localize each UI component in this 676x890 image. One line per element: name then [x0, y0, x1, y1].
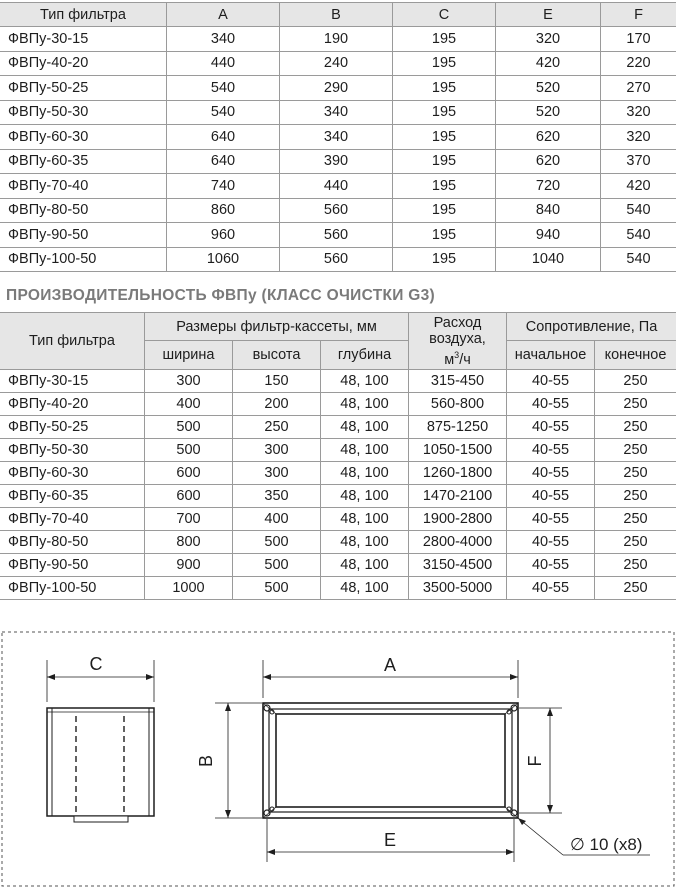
value-cell: 150	[233, 370, 321, 393]
dimension-cell: 420	[601, 174, 676, 199]
dimension-cell: 840	[496, 198, 601, 223]
dimension-cell: 170	[601, 27, 676, 52]
filter-drawing	[0, 630, 676, 890]
dimension-cell: 440	[280, 174, 393, 199]
dimension-cell: 1040	[496, 247, 601, 272]
col-depth: глубина	[321, 341, 409, 370]
dimension-cell: 290	[280, 76, 393, 101]
dimensions-row	[0, 100, 676, 125]
value-cell: 2800-4000	[409, 531, 507, 554]
value-cell: 1470-2100	[409, 485, 507, 508]
dimension-cell: 560	[280, 247, 393, 272]
value-cell: 40-55	[507, 531, 595, 554]
performance-header-row-1	[0, 313, 676, 341]
value-cell: 48, 100	[321, 393, 409, 416]
value-cell: 250	[595, 393, 676, 416]
air-flow-label-1: Расход	[433, 314, 482, 331]
value-cell: 3500-5000	[409, 577, 507, 600]
dimension-cell: 1060	[167, 247, 280, 272]
col-f: F	[601, 3, 676, 27]
value-cell: 48, 100	[321, 416, 409, 439]
value-cell: 400	[145, 393, 233, 416]
value-cell: 48, 100	[321, 462, 409, 485]
value-cell: 3150-4500	[409, 554, 507, 577]
dimension-cell: 960	[167, 223, 280, 248]
side-tab	[74, 816, 128, 822]
col-air-flow	[409, 313, 507, 370]
value-cell: 500	[145, 439, 233, 462]
side-view	[47, 660, 154, 822]
col-width: ширина	[145, 341, 233, 370]
value-cell: 40-55	[507, 577, 595, 600]
dimension-cell: 195	[393, 174, 496, 199]
filter-type-cell: ФВПу-90-50	[0, 223, 167, 248]
dimension-cell: 640	[167, 125, 280, 150]
value-cell: 250	[595, 370, 676, 393]
dimensions-row	[0, 223, 676, 248]
dimension-cell: 195	[393, 247, 496, 272]
filter-type-cell: ФВПу-60-35	[0, 485, 145, 508]
value-cell: 300	[145, 370, 233, 393]
value-cell: 400	[233, 508, 321, 531]
col-height: высота	[233, 341, 321, 370]
dimension-cell: 560	[280, 198, 393, 223]
value-cell: 40-55	[507, 393, 595, 416]
value-cell: 40-55	[507, 416, 595, 439]
value-cell: 40-55	[507, 508, 595, 531]
dimension-cell: 195	[393, 51, 496, 76]
dimension-cell: 320	[601, 100, 676, 125]
dimension-cell: 540	[167, 100, 280, 125]
filter-type-cell: ФВПу-40-20	[0, 393, 145, 416]
value-cell: 560-800	[409, 393, 507, 416]
label-e: E	[383, 830, 397, 850]
dimensions-row	[0, 76, 676, 101]
value-cell: 48, 100	[321, 554, 409, 577]
air-flow-unit	[409, 347, 506, 368]
dimensions-row	[0, 51, 676, 76]
performance-row	[0, 531, 676, 554]
value-cell: 48, 100	[321, 370, 409, 393]
dimension-cell: 540	[167, 76, 280, 101]
value-cell: 600	[145, 462, 233, 485]
dimensions-row	[0, 247, 676, 272]
performance-row	[0, 554, 676, 577]
col-initial: начальное	[507, 341, 595, 370]
dimension-cell: 240	[280, 51, 393, 76]
dimension-cell: 420	[496, 51, 601, 76]
col-resistance: Сопротивление, Па	[507, 313, 676, 341]
dimension-cell: 520	[496, 100, 601, 125]
value-cell: 48, 100	[321, 531, 409, 554]
label-a: A	[383, 655, 397, 675]
value-cell: 250	[233, 416, 321, 439]
dimension-cell: 390	[280, 149, 393, 174]
value-cell: 250	[595, 462, 676, 485]
value-cell: 200	[233, 393, 321, 416]
col-c: C	[393, 3, 496, 27]
filter-type-cell: ФВПу-50-30	[0, 439, 145, 462]
dimension-cell: 195	[393, 149, 496, 174]
value-cell: 315-450	[409, 370, 507, 393]
dimension-cell: 270	[601, 76, 676, 101]
value-cell: 875-1250	[409, 416, 507, 439]
value-cell: 1260-1800	[409, 462, 507, 485]
dimension-cell: 220	[601, 51, 676, 76]
holes-label: ∅ 10 (x8)	[570, 835, 643, 854]
label-f: F	[524, 755, 545, 767]
dimension-cell: 370	[601, 149, 676, 174]
value-cell: 48, 100	[321, 485, 409, 508]
performance-row	[0, 577, 676, 600]
dimension-cell: 940	[496, 223, 601, 248]
dimensions-table	[0, 2, 676, 272]
dimensions-row	[0, 174, 676, 199]
value-cell: 250	[595, 531, 676, 554]
performance-row	[0, 370, 676, 393]
dimension-cell: 320	[496, 27, 601, 52]
filter-type-cell: ФВПу-60-30	[0, 125, 167, 150]
value-cell: 1000	[145, 577, 233, 600]
value-cell: 300	[233, 462, 321, 485]
value-cell: 700	[145, 508, 233, 531]
value-cell: 40-55	[507, 485, 595, 508]
value-cell: 250	[595, 485, 676, 508]
side-body	[47, 708, 154, 816]
col-type: Тип фильтра	[0, 3, 167, 27]
dimension-cell: 340	[167, 27, 280, 52]
value-cell: 300	[233, 439, 321, 462]
front-frame-flange	[269, 709, 512, 812]
value-cell: 250	[595, 508, 676, 531]
front-frame-outer	[263, 703, 518, 818]
hole-leader	[518, 818, 563, 855]
dimensions-row	[0, 198, 676, 223]
performance-row	[0, 462, 676, 485]
filter-type-cell: ФВПу-50-25	[0, 76, 167, 101]
filter-type-cell: ФВПу-30-15	[0, 370, 145, 393]
air-flow-label-2: воздуха,	[429, 330, 486, 347]
value-cell: 600	[145, 485, 233, 508]
value-cell: 250	[595, 554, 676, 577]
dimension-cell: 195	[393, 76, 496, 101]
value-cell: 40-55	[507, 370, 595, 393]
performance-row	[0, 485, 676, 508]
dimension-cell: 195	[393, 198, 496, 223]
filter-type-cell: ФВПу-50-30	[0, 100, 167, 125]
value-cell: 500	[145, 416, 233, 439]
dimensions-row	[0, 27, 676, 52]
dimension-cell: 620	[496, 125, 601, 150]
value-cell: 1050-1500	[409, 439, 507, 462]
dimension-cell: 560	[280, 223, 393, 248]
filter-type-cell: ФВПу-40-20	[0, 51, 167, 76]
value-cell: 500	[233, 531, 321, 554]
dimension-cell: 195	[393, 223, 496, 248]
col-a: A	[167, 3, 280, 27]
dimension-cell: 190	[280, 27, 393, 52]
value-cell: 900	[145, 554, 233, 577]
dimension-cell: 540	[601, 247, 676, 272]
value-cell: 40-55	[507, 439, 595, 462]
col-filter-type: Тип фильтра	[0, 313, 145, 370]
filter-type-cell: ФВПу-50-25	[0, 416, 145, 439]
dimension-cell: 320	[601, 125, 676, 150]
dimension-cell: 520	[496, 76, 601, 101]
col-cassette-sizes: Размеры фильтр-кассеты, мм	[145, 313, 409, 341]
air-flow-unit-base: м	[444, 351, 455, 368]
dimension-cell: 640	[167, 149, 280, 174]
dimension-cell: 540	[601, 223, 676, 248]
filter-type-cell: ФВПу-70-40	[0, 174, 167, 199]
value-cell: 48, 100	[321, 508, 409, 531]
performance-table	[0, 312, 676, 600]
dimensions-row	[0, 125, 676, 150]
performance-row	[0, 393, 676, 416]
dimension-cell: 860	[167, 198, 280, 223]
air-flow-unit-sup: 3	[454, 349, 460, 360]
filter-type-cell: ФВПу-60-35	[0, 149, 167, 174]
col-e: E	[496, 3, 601, 27]
value-cell: 250	[595, 577, 676, 600]
value-cell: 350	[233, 485, 321, 508]
performance-row	[0, 508, 676, 531]
filter-type-cell: ФВПу-100-50	[0, 247, 167, 272]
air-flow-unit-per: /ч	[459, 351, 471, 368]
performance-row	[0, 439, 676, 462]
section-title: ПРОИЗВОДИТЕЛЬНОСТЬ ФВПу (КЛАСС ОЧИСТКИ G3)	[6, 287, 436, 304]
dimension-cell: 540	[601, 198, 676, 223]
dimension-cell: 440	[167, 51, 280, 76]
value-cell: 500	[233, 577, 321, 600]
col-b: B	[280, 3, 393, 27]
dimensions-header-row	[0, 3, 676, 27]
value-cell: 40-55	[507, 554, 595, 577]
value-cell: 40-55	[507, 462, 595, 485]
value-cell: 250	[595, 416, 676, 439]
dimension-cell: 620	[496, 149, 601, 174]
dimension-cell: 340	[280, 125, 393, 150]
front-frame-inner	[276, 714, 505, 807]
label-c: C	[89, 654, 103, 674]
front-view	[215, 660, 650, 862]
dimension-cell: 720	[496, 174, 601, 199]
value-cell: 1900-2800	[409, 508, 507, 531]
filter-type-cell: ФВПу-80-50	[0, 198, 167, 223]
filter-type-cell: ФВПу-90-50	[0, 554, 145, 577]
col-final: конечное	[595, 341, 676, 370]
value-cell: 48, 100	[321, 439, 409, 462]
dimension-cell: 740	[167, 174, 280, 199]
filter-type-cell: ФВПу-80-50	[0, 531, 145, 554]
dimension-cell: 195	[393, 27, 496, 52]
dimension-cell: 195	[393, 100, 496, 125]
dimension-cell: 195	[393, 125, 496, 150]
filter-type-cell: ФВПу-30-15	[0, 27, 167, 52]
dimension-cell: 340	[280, 100, 393, 125]
label-b: B	[195, 754, 216, 768]
value-cell: 48, 100	[321, 577, 409, 600]
value-cell: 800	[145, 531, 233, 554]
value-cell: 250	[595, 439, 676, 462]
performance-row	[0, 416, 676, 439]
filter-type-cell: ФВПу-100-50	[0, 577, 145, 600]
value-cell: 500	[233, 554, 321, 577]
dimensions-row	[0, 149, 676, 174]
filter-type-cell: ФВПу-60-30	[0, 462, 145, 485]
filter-type-cell: ФВПу-70-40	[0, 508, 145, 531]
